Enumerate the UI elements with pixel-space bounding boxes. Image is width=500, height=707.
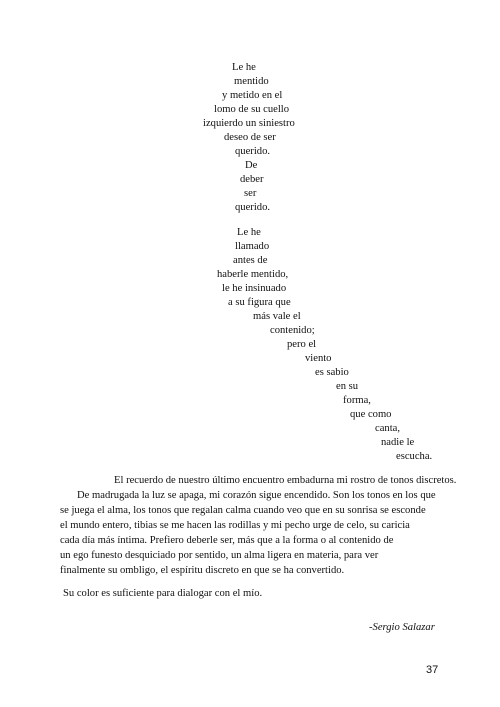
poem-line: que como [350,409,392,420]
poem-line: es sabio [315,367,349,378]
prose-line: se juega el alma, los tonos que regalan calma cuando veo que en su sonrisa se esconde [60,505,426,516]
poem-line: contenido; [270,325,315,336]
poem-line: canta, [375,423,400,434]
poem-line: viento [305,353,332,364]
poem-line: Le he [237,227,261,238]
poem-line: antes de [233,255,268,266]
poem-line: lomo de su cuello [214,104,290,115]
poem-line: y metido en el [222,90,283,101]
poem-line: Le he [232,62,256,73]
poem-line: a su figura que [228,297,291,308]
poem-line: izquierdo un siniestro [203,118,295,129]
prose-line: cada día más íntima. Prefiero deberle ser, más que a la forma o al contenido de [60,535,394,546]
poem-line: haberle mentido, [217,269,289,280]
poem-line: mentido [234,76,269,87]
poem-line: forma, [343,395,371,406]
poem-line: le he insinuado [222,283,287,294]
prose-line: un ego funesto desquiciado por sentido, un alma ligera en materia, para ver [60,550,379,561]
poem-line: ser [244,188,257,199]
prose-line: El recuerdo de nuestro último encuentro embadurna mi rostro de tonos discretos. [114,475,457,486]
poem-line: querido. [235,202,271,213]
closing-line: Su color es suficiente para dialogar con el mío. [63,588,263,599]
poem-line: llamado [235,241,270,252]
page-number: 37 [426,664,439,676]
prose-line: De madrugada la luz se apaga, mi corazón sigue encendido. Son los tonos en los que [77,490,436,501]
poem-line: deseo de ser [224,132,276,143]
prose-line: el mundo entero, tibias se me hacen las rodillas y mi pecho urge de celo, su caricia [60,520,410,531]
poem-line: en su [336,381,359,392]
poem-line: querido. [235,146,271,157]
poem-line: más vale el [253,311,301,322]
poem-line: nadie le [381,437,415,448]
prose-line: finalmente su ombligo, el espíritu discreto en que se ha convertido. [60,565,345,576]
poem-line: pero el [287,339,317,350]
poem-line: escucha. [396,451,433,462]
author-signature: -Sergio Salazar [369,622,435,633]
poem-line: deber [240,174,264,185]
poem-line: De [245,160,258,171]
